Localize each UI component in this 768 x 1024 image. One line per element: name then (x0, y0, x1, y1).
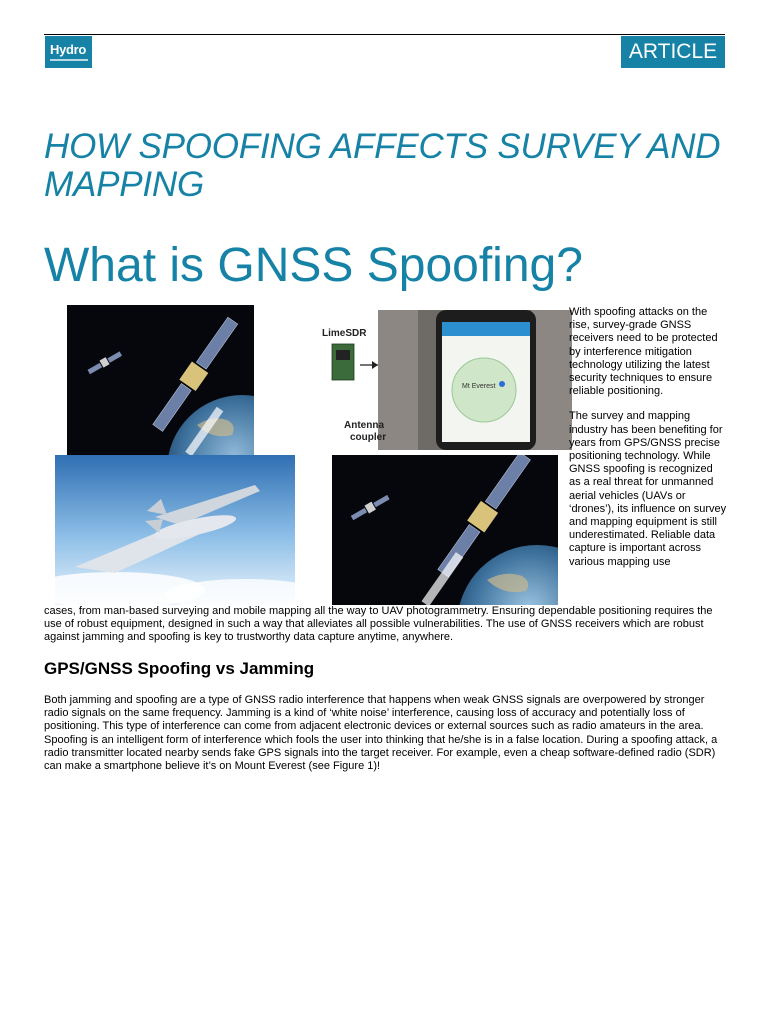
antenna-label: Antenna (344, 420, 384, 431)
logo-underline (50, 59, 88, 61)
limesdr-label: LimeSDR (322, 328, 367, 339)
section-heading: GPS/GNSS Spoofing vs Jamming (44, 659, 315, 678)
header-rule (44, 34, 725, 35)
article-tag: ARTICLE (621, 36, 725, 68)
sidebar-column (569, 306, 727, 581)
sdr-phone-image (316, 310, 572, 450)
coupler-label: coupler (350, 432, 387, 443)
page-title: What is GNSS Spoofing? (44, 239, 583, 292)
hydro-logo[interactable] (45, 36, 92, 68)
continuation-paragraph: cases, from man-based surveying and mobile mapping all the way to UAV photogrammetry. Ensuring dependable positioning requires the use of robust equipment, designed in such a way that alleviates all possible vulnerabilities. The use of GNSS receivers which are robust against jamming and spoofing is key to trustworthy data capture anytime, anywhere. (44, 605, 713, 644)
phone-location-label: Mt Everest (462, 383, 496, 390)
drone-image (55, 455, 295, 605)
industry-paragraph: The survey and mapping industry has been benefiting for years from GPS/GNSS precise positioning technology. While GNSS spoofing is recognized as a real threat for unmanned aerial vehicles (UAVs or ‘drones’), its influence on survey and mapping equipment is still underestimated. Reliable data capture is important across various mapping use (569, 410, 727, 568)
body-paragraph: Both jamming and spoofing are a type of GNSS radio interference that happens when weak GNSS signals are overpowered by stronger radio signals on the same frequency. Jamming is a kind of ‘white noise’ interference, causing loss of accuracy and potentially loss of positioning. This type of interference can come from adjacent electronic devices or external sources such as radio amateurs in the area. Spoofing is an intelligent form of interference which fools the user into thinking that he/she is in a false location. During a spoofing attack, a radio transmitter located nearby sends fake GPS signals into the target receiver. For example, even a cheap software-defined radio (SDR) can make a smartphone believe it’s on Mount Everest (see Figure 1)! (44, 694, 718, 773)
satellite-image-2 (332, 455, 558, 605)
logo-text: Hydro (50, 42, 87, 57)
kicker-title: HOW SPOOFING AFFECTS SURVEY AND MAPPING (44, 127, 721, 204)
intro-paragraph: With spoofing attacks on the rise, survey-grade GNSS receivers need to be protected by interference mitigation technology utilizing the latest security techniques to ensure reliable positioning. (569, 306, 718, 398)
satellite-image (67, 305, 254, 455)
